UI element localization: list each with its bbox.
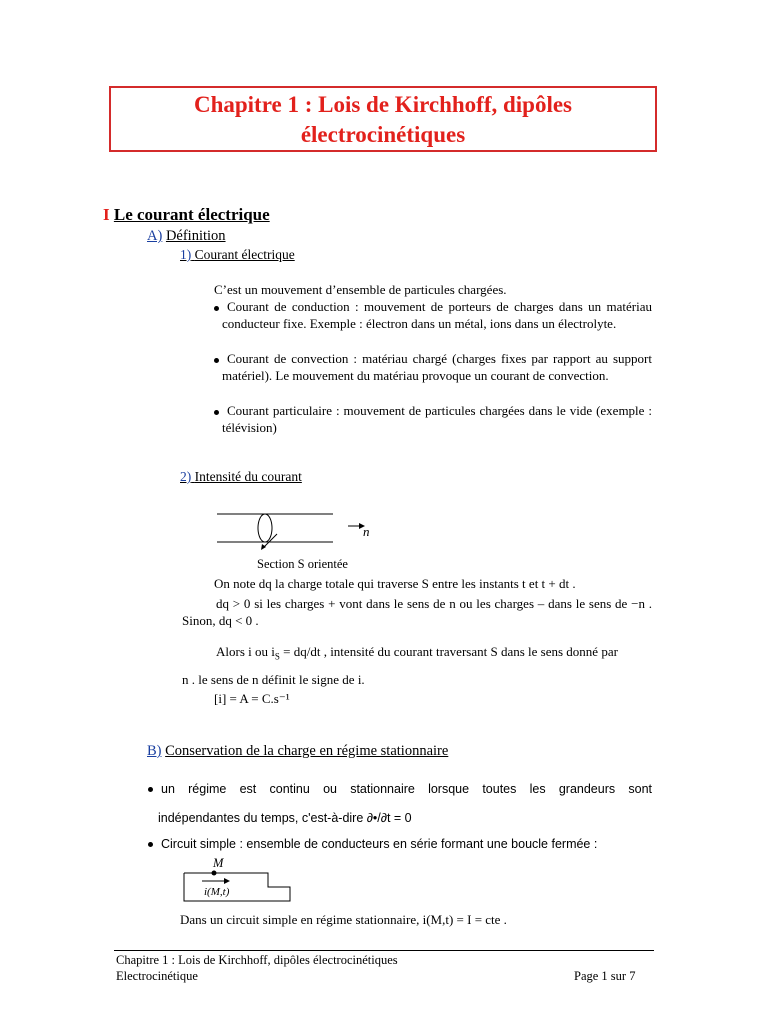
circuit-figure [180,855,300,905]
subsubsection-heading-2 [180,469,302,485]
intensity-p3-rest: = dq/dt , intensité du courant traversant S dans le sens donné par [283,644,618,659]
bullet-text: Courant particulaire : mouvement de particules chargées dans le vide (exemple : télévision) [222,403,652,435]
footer-divider [114,950,654,951]
intensity-unit: [i] = A = C.s⁻¹ [214,691,290,706]
intensity-p3-start: Alors i ou i [216,644,275,659]
bullet-item [214,298,652,332]
intensity-p3-subscript: S [274,651,280,662]
current-label: i(M,t) [204,886,230,898]
intensity-p1: On note dq la charge totale qui traverse S entre les instants t et t + dt . [214,576,576,591]
bullet-icon [148,787,153,792]
intensity-p4: n . le sens de n définit le signe de i. [182,672,365,687]
intensity-p2: dq > 0 si les charges + vont dans le sens de n ou les charges – dans le sens de −n . Sinon, dq < 0 . [182,596,652,628]
subsection-title: Conservation de la charge en régime stationnaire [165,743,449,759]
subsection-title: Définition [165,228,226,244]
subsubsection-heading-1 [180,247,295,263]
bullet-text: Circuit simple : ensemble de conducteurs en série formant une boucle fermée : [161,837,598,851]
bullet-text: Courant de convection : matériau chargé (charges fixes par rapport au support matériel). Le mouvement du matériau provoque un courant de convection. [222,351,652,383]
subsection-number: B) [147,743,162,759]
footer-course: Electrocinétique [116,969,198,983]
footer-chapter: Chapitre 1 : Lois de Kirchhoff, dipôles électrocinétiques [116,953,398,967]
subsubsection-number: 1) [180,247,192,262]
point-label: M [213,856,224,870]
bullet-item [148,836,652,853]
circuit-text: Dans un circuit simple en régime stationnaire, i(M,t) = I = cte . [180,912,507,927]
page-title [109,90,657,150]
subsection-heading-b [147,743,448,760]
section-heading-1 [103,205,270,225]
footer-page-number: Page 1 sur 7 [574,969,636,983]
section-caption: Section S orientée [257,557,348,571]
intro-paragraph: C’est un mouvement d’ensemble de particules chargées. [214,282,507,297]
bullet-text: Courant de conduction : mouvement de porteurs de charges dans un matériau conducteur fixe. Exemple : électron dans un métal, ions dans un électrolyte. [222,299,652,331]
bullet-text-continued: indépendantes du temps, c'est-à-dire ∂•/∂t = 0 [158,811,412,825]
intensity-p3 [182,643,652,666]
bullet-icon [148,842,153,847]
bullet-item [214,350,652,384]
subsubsection-number: 2) [180,469,192,484]
subsubsection-title: Intensité du courant [194,469,302,484]
subsection-heading-a [147,228,226,245]
title-line-1: Chapitre 1 : Lois de Kirchhoff, dipôles [193,92,573,117]
bullet-icon [214,306,219,311]
section-title: Le courant électrique [113,205,270,224]
subsection-number: A) [147,228,163,244]
bullet-icon [214,410,219,415]
section-number: I [103,205,110,224]
bullet-icon [214,358,219,363]
bullet-item [214,402,652,436]
bullet-item [148,781,652,827]
subsubsection-title: Courant électrique [194,247,295,262]
title-line-2: électrocinétiques [300,122,466,147]
bullet-text: un régime est continu ou stationnaire lorsque toutes les grandeurs sont [161,782,652,796]
normal-vector-label: n [363,524,370,539]
